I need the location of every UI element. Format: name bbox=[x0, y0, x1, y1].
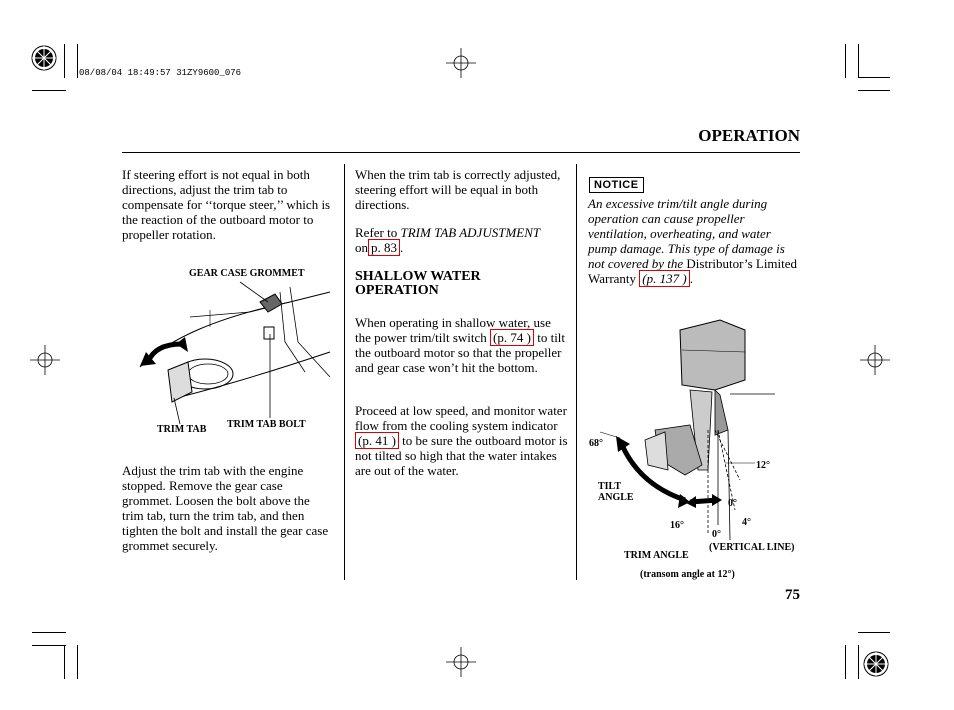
trim-tab-label: TRIM TAB bbox=[157, 424, 207, 435]
page-41-link[interactable]: (p. 41 ) bbox=[355, 432, 399, 449]
column-divider bbox=[344, 164, 345, 580]
angle-0-label: 0° bbox=[728, 498, 737, 509]
registration-target-icon bbox=[862, 650, 890, 678]
col2-intro-paragraph: When the trim tab is correctly adjusted, steering effort will be equal in both directions. bbox=[355, 167, 561, 212]
refer-topic: TRIM TAB ADJUSTMENT bbox=[400, 225, 541, 240]
page-137-link[interactable]: (p. 137 ) bbox=[639, 270, 689, 287]
notice-paragraph: An excessive trim/tilt angle during operation can cause propeller ventilation, overheating, and water pump damage. This type of damage is not covered by the Distributor’s Limited Warranty (p. 137 ) . bbox=[588, 196, 798, 286]
notice-badge: NOTICE bbox=[589, 177, 644, 193]
page-83-link[interactable]: p. 83 bbox=[368, 239, 400, 256]
vertical-line-label: (VERTICAL LINE) bbox=[709, 542, 795, 553]
column-divider bbox=[576, 164, 577, 580]
page-74-link[interactable]: (p. 74 ) bbox=[490, 329, 534, 346]
page-number: 75 bbox=[785, 587, 800, 603]
col2-refer-paragraph: Refer to TRIM TAB ADJUSTMENT on p. 83 . bbox=[355, 225, 541, 255]
angle-4-label: 4° bbox=[742, 517, 751, 528]
trim-tab-bolt-label: TRIM TAB BOLT bbox=[227, 419, 306, 430]
col2-shallow-paragraph: When operating in shallow water, use the power trim/tilt switch (p. 74 ) to tilt the outboard motor so that the propeller and gear case won’t hit the bottom. bbox=[355, 315, 566, 375]
trim-tilt-angle-illustration bbox=[590, 320, 800, 550]
angle-0-label: 0° bbox=[712, 529, 721, 540]
print-stamp: 08/08/04 18:49:57 31ZY9600_076 bbox=[79, 68, 242, 78]
transom-angle-label: (transom angle at 12°) bbox=[640, 569, 735, 580]
crosshair-icon bbox=[30, 345, 60, 375]
col1-intro-paragraph: If steering effort is not equal in both directions, adjust the trim tab to compensate for ‘‘torque steer,’’ which is the reaction of the outboard motor to propeller rotation. bbox=[122, 167, 331, 242]
crosshair-icon bbox=[446, 647, 476, 677]
angle-68-label: 68° bbox=[589, 438, 603, 449]
gear-case-grommet-label: GEAR CASE GROMMET bbox=[189, 268, 305, 279]
tilt-angle-label: TILT ANGLE bbox=[598, 481, 634, 503]
registration-target-icon bbox=[30, 44, 58, 72]
trim-tab-illustration bbox=[130, 282, 340, 422]
col2-proceed-paragraph: Proceed at low speed, and monitor water flow from the cooling system indicator (p. 41 ) to be sure the outboard motor is not tilted so high that the water intakes are out of the water. bbox=[355, 403, 568, 478]
refer-on: on bbox=[355, 240, 368, 255]
header-rule bbox=[122, 152, 800, 153]
crosshair-icon bbox=[446, 48, 476, 78]
page-title: OPERATION bbox=[698, 126, 800, 145]
crosshair-icon bbox=[860, 345, 890, 375]
trim-angle-label: TRIM ANGLE bbox=[624, 550, 689, 561]
angle-16-label: 16° bbox=[670, 520, 684, 531]
shallow-water-heading: SHALLOW WATER OPERATION bbox=[355, 269, 481, 298]
angle-12-label: 12° bbox=[756, 460, 770, 471]
refer-prefix: Refer to bbox=[355, 225, 401, 240]
col1-adjust-paragraph: Adjust the trim tab with the engine stopped. Remove the gear case grommet. Loosen the bolt above the trim tab, turn the trim tab, and then tighten the bolt and install the gear case grommet securely. bbox=[122, 463, 329, 553]
